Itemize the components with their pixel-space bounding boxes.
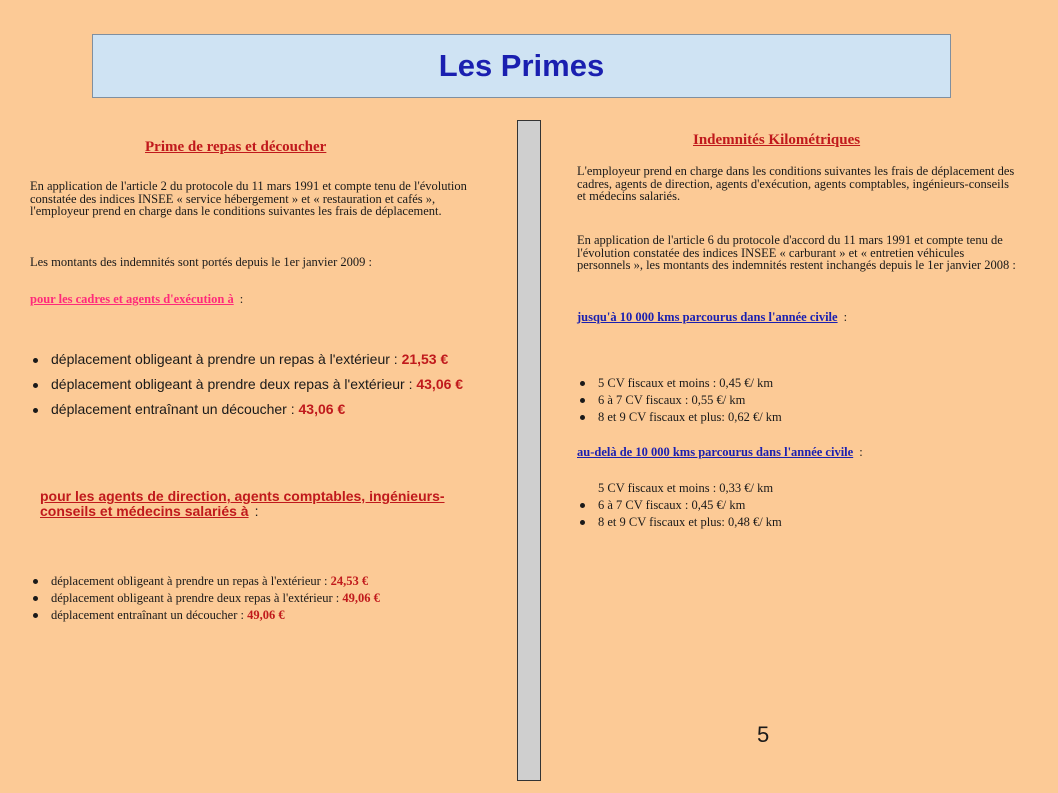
mileage-intro-paragraph: L'employeur prend en charge dans les conditions suivantes les frais de déplacement des cadres, agents de direction, agents d'exécution, agents comptables, ingénieurs-conseils et médecins salariés. xyxy=(577,164,1015,203)
amounts-paragraph: Les montants des indemnités sont portés depuis le 1er janvier 2009 : xyxy=(30,255,372,269)
upto-heading-colon: : xyxy=(843,310,848,324)
mileage-application-paragraph: En application de l'article 6 du protocole d'accord du 11 mars 1991 et compte tenu de l'évolution constatée des indices INSEE « carburant » et « entretien véhicules personnels », les montants des indemnités restent inchangés depuis le 1er janvier 2008 : xyxy=(577,233,1016,272)
cadres-heading-colon: : xyxy=(239,292,244,306)
beyond-first-line: 5 CV fiscaux et moins : 0,33 €/ km xyxy=(598,481,774,495)
list-item xyxy=(33,377,503,392)
column-divider xyxy=(517,120,541,781)
item-amount: 24,53 € xyxy=(330,574,369,588)
list-item: 6 à 7 CV fiscaux : 0,45 €/ km xyxy=(580,498,1010,512)
item-text: déplacement entraînant un découcher : xyxy=(51,401,299,417)
list-item xyxy=(33,574,503,588)
list-item xyxy=(33,591,503,605)
item-amount: 21,53 € xyxy=(401,351,449,367)
page-title: Les Primes xyxy=(438,48,605,83)
item-text: déplacement obligeant à prendre un repas à l'extérieur : xyxy=(51,574,331,588)
meal-intro-paragraph: En application de l'article 2 du protocole du 11 mars 1991 et compte tenu de l'évolution constatée des indices INSEE « service hébergement » et « restauration et cafés », l'employeur prend en charge dans le conditions suivantes les frais de déplacement. xyxy=(30,179,467,218)
beyond-heading xyxy=(577,445,863,460)
direction-heading-colon: : xyxy=(254,503,259,519)
mileage-heading: Indemnités Kilométriques xyxy=(693,132,861,148)
direction-heading xyxy=(40,489,460,519)
beyond-heading-colon: : xyxy=(859,445,863,459)
item-text: déplacement obligeant à prendre un repas à l'extérieur : xyxy=(51,351,402,367)
list-item: 8 et 9 CV fiscaux et plus: 0,48 €/ km xyxy=(580,515,1010,529)
item-amount: 49,06 € xyxy=(247,608,285,622)
item-amount: 43,06 € xyxy=(416,376,464,392)
direction-list xyxy=(33,574,503,625)
cadres-heading-text: pour les cadres et agents d'exécution à xyxy=(30,292,234,306)
item-text: déplacement obligeant à prendre deux repas à l'extérieur : xyxy=(51,591,343,605)
cadres-list xyxy=(33,352,503,427)
item-amount: 43,06 € xyxy=(298,401,346,417)
page-number: 5 xyxy=(757,722,770,747)
list-item: 6 à 7 CV fiscaux : 0,55 €/ km xyxy=(580,393,1010,407)
upto-heading-text: jusqu'à 10 000 kms parcourus dans l'année civile xyxy=(577,310,838,324)
title-banner xyxy=(92,34,951,98)
list-item xyxy=(33,352,503,367)
list-item xyxy=(33,608,503,622)
upto-list xyxy=(580,376,1010,427)
beyond-list xyxy=(580,498,1010,532)
meal-allowance-heading: Prime de repas et découcher xyxy=(145,139,327,155)
list-item: 8 et 9 CV fiscaux et plus: 0,62 €/ km xyxy=(580,410,1010,424)
item-amount: 49,06 € xyxy=(342,591,380,605)
beyond-heading-text: au-delà de 10 000 kms parcourus dans l'année civile xyxy=(577,445,854,459)
list-item: 5 CV fiscaux et moins : 0,45 €/ km xyxy=(580,376,1010,390)
cadres-heading xyxy=(30,292,243,307)
item-text: déplacement entraînant un découcher : xyxy=(51,608,248,622)
upto-heading xyxy=(577,310,847,325)
direction-heading-text: pour les agents de direction, agents comptables, ingénieurs-conseils et médecins salariés à xyxy=(40,488,445,519)
list-item xyxy=(33,402,503,417)
item-text: déplacement obligeant à prendre deux repas à l'extérieur : xyxy=(51,376,417,392)
